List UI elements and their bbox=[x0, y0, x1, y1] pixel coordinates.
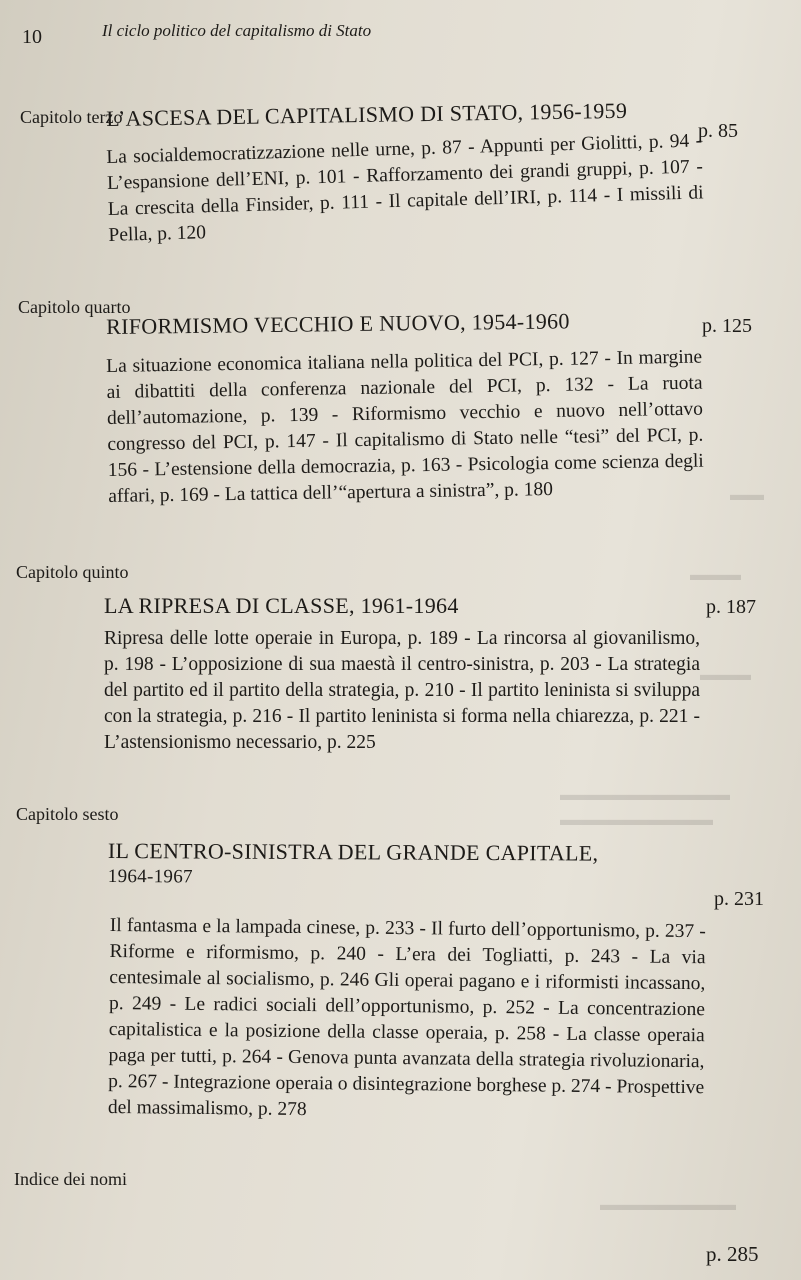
chapter-label: Capitolo sesto bbox=[16, 804, 119, 824]
chapter-title bbox=[108, 838, 599, 891]
page-number: 10 bbox=[22, 26, 42, 48]
bleed-through-text: ▬▬▬ bbox=[700, 665, 751, 684]
chapter-page-ref: p. 85 bbox=[698, 120, 738, 142]
index-label: Indice dei nomi bbox=[14, 1169, 127, 1189]
chapter-title: RIFORMISMO VECCHIO E NUOVO, 1954-1960 bbox=[106, 308, 570, 339]
chapter-contents: Ripresa delle lotte operaie in Europa, p. 189 - La rincorsa al giovanilismo, p. 198 - L’opposizione di sua maestà il centro-sinistra, p. 203 - La strategia del partito ed il partito della strategia, p. 210 - Il partito leninista si sviluppa con la strategia, p. 216 - Il partito leninista si forma nella chiarezza, p. 221 - L’astensionismo necessario, p. 225 bbox=[104, 628, 700, 753]
chapter-label: Capitolo quarto bbox=[18, 297, 131, 317]
chapter-contents: Il fantasma e la lampada cinese, p. 233 - Il furto dell’opportunismo, p. 237 - Riforme e riformismo, p. 240 - L’era dei Togliatti, p. 243 - La via centesimale al socialismo, p. 246 Gli operai pagano e i riformisti incassano, p. 249 - Le radici sociali dell’opportunismo, p. 252 - La concentrazione capitalistica e la posizione della classe operaia, p. 258 - La classe operaia paga per tutti, p. 264 - Genova punta avanzata della strategia rivoluzionaria, p. 267 - Integrazione operaia o disintegrazione borghese p. 274 - Prospettive del massimalismo, p. 278 bbox=[107, 914, 706, 1121]
chapter-title: LA RIPRESA DI CLASSE, 1961-1964 bbox=[104, 593, 459, 618]
bleed-through-text: ▬▬▬▬▬▬▬▬▬ bbox=[560, 810, 713, 829]
bleed-through-text: ▬▬ bbox=[730, 485, 764, 504]
index-page-ref: p. 285 bbox=[706, 1242, 759, 1266]
chapter-label: Capitolo quinto bbox=[16, 562, 129, 582]
running-title: Il ciclo politico del capitalismo di Stato bbox=[102, 21, 372, 40]
chapter-label: Capitolo terzo bbox=[20, 107, 123, 127]
chapter-page-ref: p. 187 bbox=[706, 596, 756, 618]
chapter-title-years: 1964-1967 bbox=[107, 865, 193, 888]
bleed-through-text: ▬▬▬▬▬▬▬▬ bbox=[600, 1195, 736, 1214]
bleed-through-text: ▬▬▬▬▬▬▬▬▬▬ bbox=[560, 785, 730, 804]
chapter-page-ref: p. 125 bbox=[702, 315, 752, 337]
chapter-contents: La socialdemocratizzazione nelle urne, p. 87 - Appunti per Giolitti, p. 94 - L’espansione dell’ENI, p. 101 - Rafforzamento dei grandi gruppi, p. 107 - La crescita della Finsider, p. 111 - Il capitale dell’IRI, p. 114 - I missili di Pella, p. 120 bbox=[106, 130, 704, 246]
chapter-title-main: IL CENTRO-SINISTRA DEL GRANDE CAPITALE, bbox=[107, 838, 599, 866]
chapter-title: L’ASCESA DEL CAPITALISMO DI STATO, 1956-1959 bbox=[106, 97, 628, 131]
bleed-through-text: ▬▬▬ bbox=[690, 565, 741, 584]
chapter-page-ref: p. 231 bbox=[714, 888, 764, 910]
chapter-contents: La situazione economica italiana nella politica del PCI, p. 127 - In margine ai dibattiti della conferenza nazionale del PCI, p. 132 - La ruota dell’automazione, p. 139 - Riformismo vecchio e nuovo nell’ottavo congresso del PCI, p. 147 - Il capitalismo di Stato nelle “tesi” del PCI, p. 156 - L’estensione della democrazia, p. 163 - Psicologia come scienza degli affari, p. 169 - La tattica dell’“apertura a sinistra”, p. 180 bbox=[106, 346, 704, 507]
